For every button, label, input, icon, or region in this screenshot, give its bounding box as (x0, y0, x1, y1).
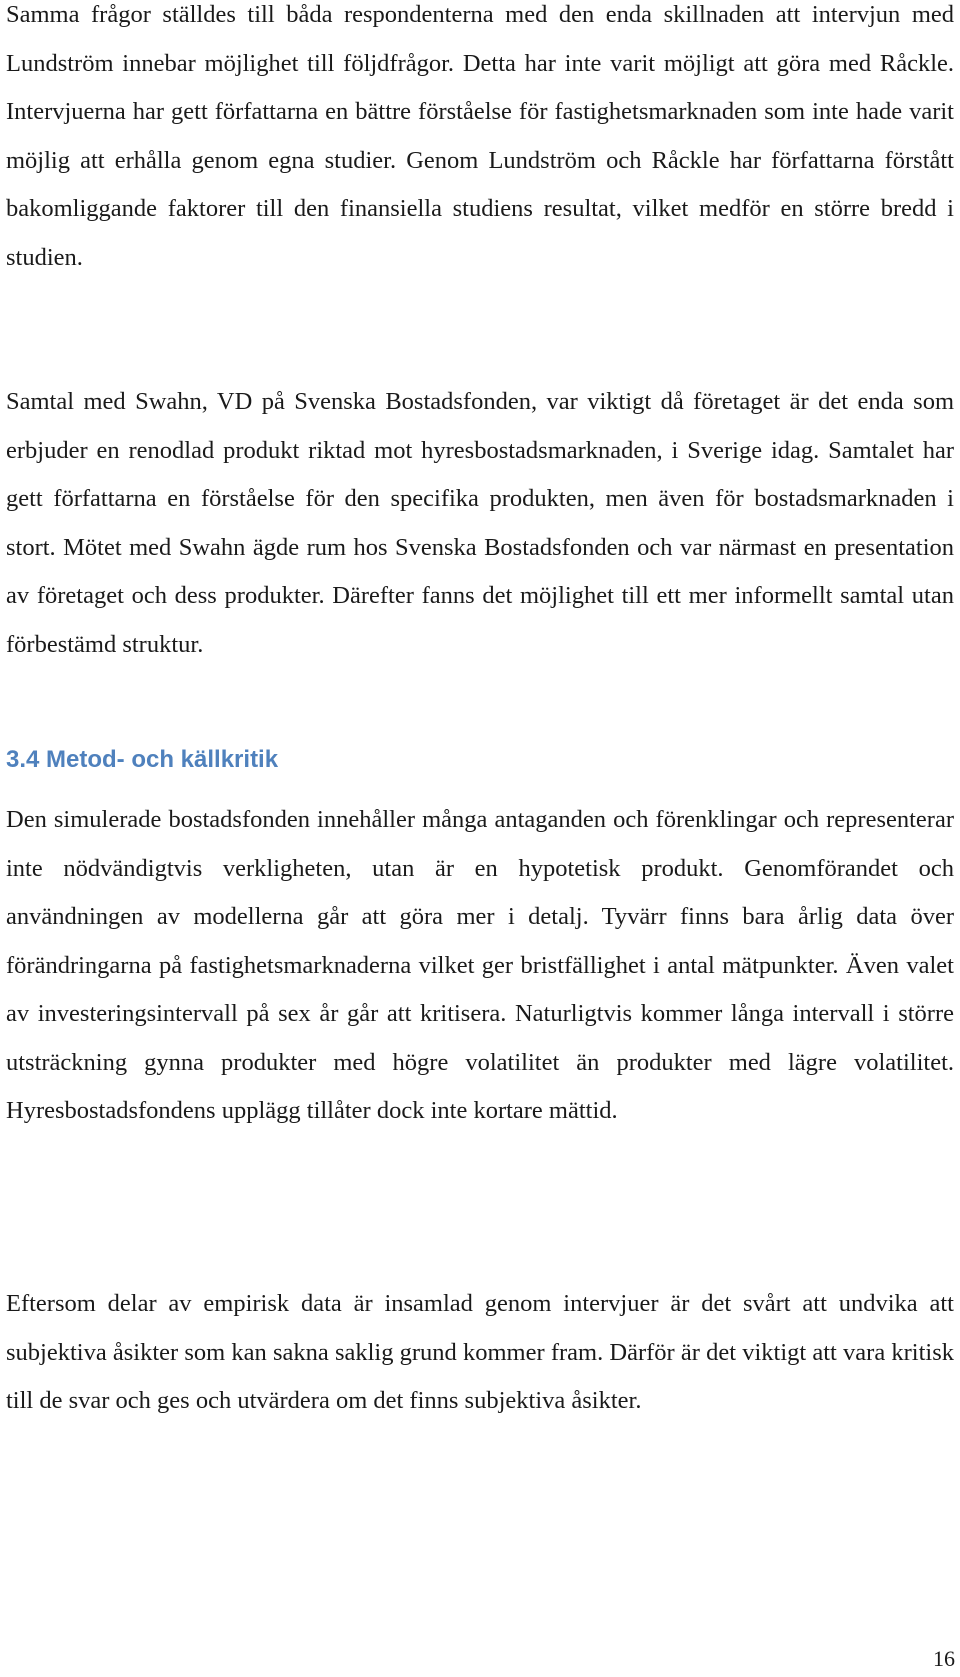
page-number: 16 (933, 1646, 955, 1671)
paragraph-interviews: Samma frågor ställdes till båda respondenterna med den enda skillnaden att intervjun med Lundström innebar möjlighet till följdfrågor. Detta har inte varit möjligt att göra med Råckle. Intervjuerna har gett författarna en bättre förståelse för fastighetsmarknaden som inte hade varit möjlig att erhålla genom egna studier. Genom Lundström och Råckle har författarna förstått bakomliggande faktorer till den finansiella studiens resultat, vilket medför en större bredd i studien. (6, 1, 954, 271)
paragraph-source-criticism: Eftersom delar av empirisk data är insamlad genom intervjuer är det svårt att undvika att subjektiva åsikter som kan sakna saklig grund kommer fram. Därför är det viktigt att vara kritisk till de svar och ges och utvärdera om det finns subjektiva åsikter. (6, 1290, 954, 1414)
paragraph-swahn-conversation: Samtal med Swahn, VD på Svenska Bostadsfonden, var viktigt då företaget är det enda som erbjuder en renodlad produkt riktad mot hyresbostadsmarknaden, i Sverige idag. Samtalet har gett författarna en förståelse för den specifika produkten, men även för bostadsmarknaden i stort. Mötet med Swahn ägde rum hos Svenska Bostadsfonden och var närmast en presentation av företaget och dess produkter. Därefter fanns det möjlighet till ett mer informellt samtal utan förbestämd struktur. (6, 388, 954, 658)
section-heading: 3.4 Metod- och källkritik (6, 746, 279, 773)
paragraph-method-criticism: Den simulerade bostadsfonden innehåller många antaganden och förenklingar och representerar inte nödvändigtvis verkligheten, utan är en hypotetisk produkt. Genomförandet och användningen av modellerna går att göra mer i detalj. Tyvärr finns bara årlig data över förändringarna på fastighetsmarknaderna vilket ger bristfällighet i antal mätpunkter. Även valet av investeringsintervall på sex år går att kritisera. Naturligtvis kommer långa intervall i större utsträckning gynna produkter med högre volatilitet än produkter med lägre volatilitet. Hyresbostadsfondens upplägg tillåter dock inte kortare mättid. (6, 806, 954, 1124)
